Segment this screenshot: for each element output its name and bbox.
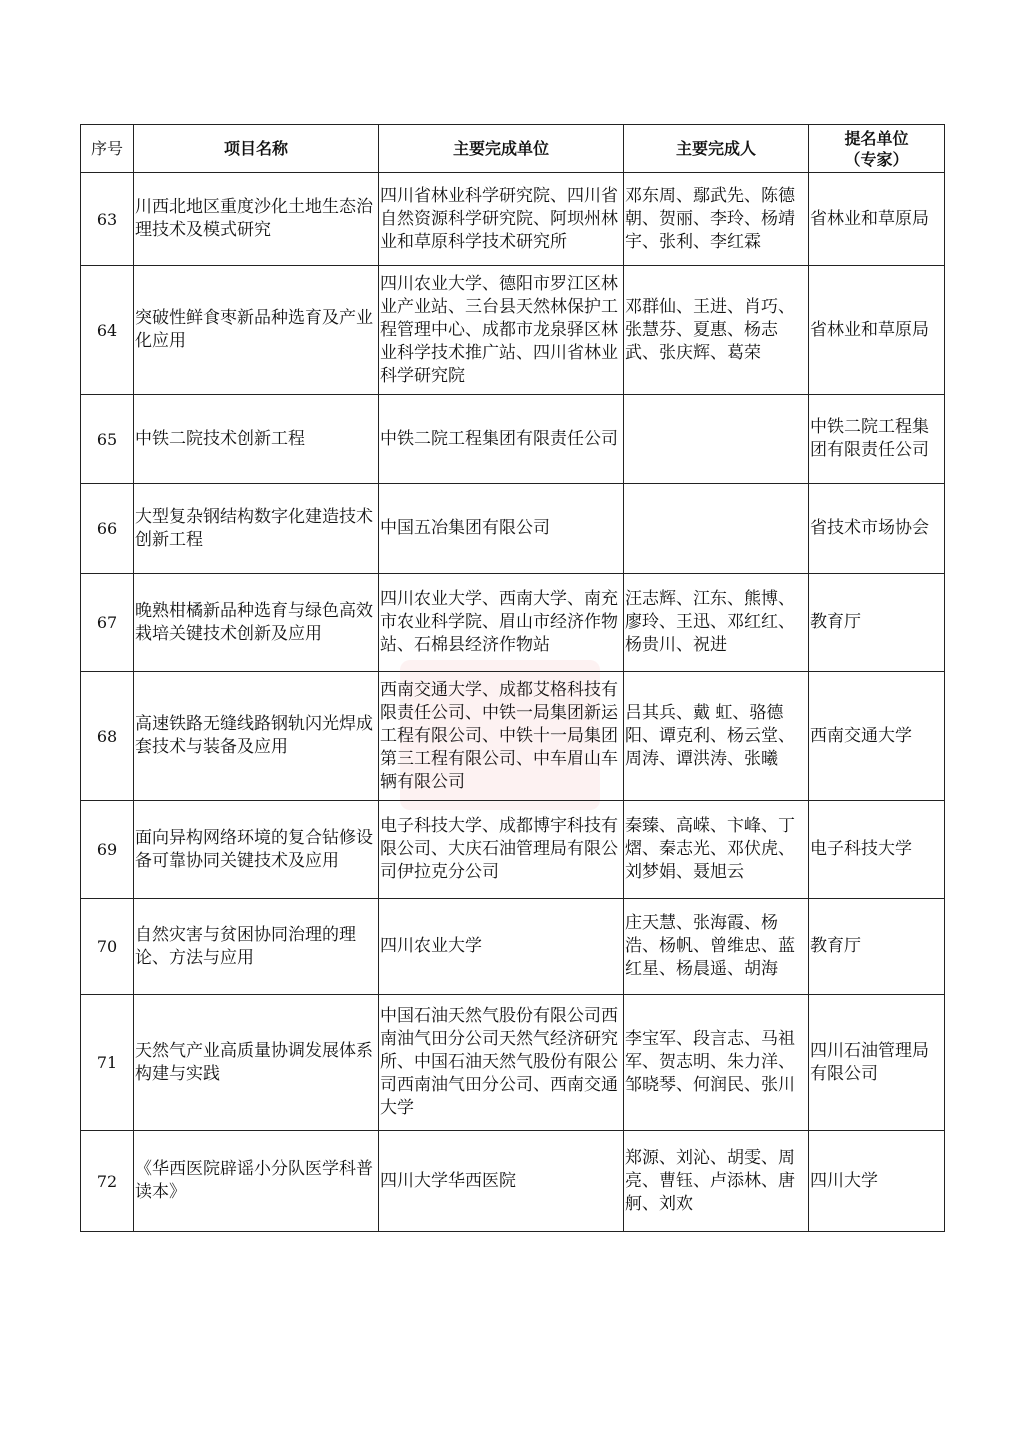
cell-people [624, 395, 809, 484]
cell-units: 四川省林业科学研究院、四川省自然资源科学研究院、阿坝州林业和草原科学技术研究所 [379, 173, 624, 266]
award-table [80, 124, 945, 1232]
table-row [81, 672, 945, 801]
cell-seq: 68 [81, 672, 134, 801]
cell-seq: 72 [81, 1131, 134, 1232]
cell-units: 四川农业大学、西南大学、南充市农业科学院、眉山市经济作物站、石棉县经济作物站 [379, 574, 624, 672]
cell-units: 四川大学华西医院 [379, 1131, 624, 1232]
cell-project: 中铁二院技术创新工程 [134, 395, 379, 484]
cell-seq: 64 [81, 266, 134, 395]
cell-units: 中国石油天然气股份有限公司西南油气田分公司天然气经济研究所、中国石油天然气股份有限公司西南油气田分公司、西南交通大学 [379, 995, 624, 1131]
table-row [81, 1131, 945, 1232]
table-row [81, 484, 945, 574]
cell-nominator: 省林业和草原局 [809, 266, 945, 395]
header-seq: 序号 [81, 125, 134, 173]
cell-seq: 63 [81, 173, 134, 266]
cell-nominator: 中铁二院工程集团有限责任公司 [809, 395, 945, 484]
cell-project: 晚熟柑橘新品种选育与绿色高效栽培关键技术创新及应用 [134, 574, 379, 672]
header-units: 主要完成单位 [379, 125, 624, 173]
header-nominator [809, 125, 945, 173]
header-project: 项目名称 [134, 125, 379, 173]
cell-nominator: 四川大学 [809, 1131, 945, 1232]
cell-people: 邓群仙、王进、肖巧、张慧芬、夏惠、杨志武、张庆辉、葛荣 [624, 266, 809, 395]
cell-people: 李宝军、段言志、马祖军、贺志明、朱力洋、邹晓琴、何润民、张川 [624, 995, 809, 1131]
cell-seq: 66 [81, 484, 134, 574]
cell-seq: 70 [81, 899, 134, 995]
cell-seq: 69 [81, 801, 134, 899]
cell-nominator: 电子科技大学 [809, 801, 945, 899]
cell-project: 高速铁路无缝线路钢轨闪光焊成套技术与装备及应用 [134, 672, 379, 801]
cell-seq: 67 [81, 574, 134, 672]
header-nominator-line2: （专家） [844, 149, 909, 169]
cell-people: 邓东周、鄢武先、陈德朝、贺丽、李玲、杨靖宇、张利、李红霖 [624, 173, 809, 266]
table-header-row [81, 125, 945, 173]
cell-nominator: 教育厅 [809, 574, 945, 672]
cell-project: 大型复杂钢结构数字化建造技术创新工程 [134, 484, 379, 574]
table-row [81, 266, 945, 395]
cell-people: 汪志辉、江东、熊博、廖玲、王迅、邓红红、杨贵川、祝进 [624, 574, 809, 672]
table-row [81, 574, 945, 672]
cell-people: 秦臻、高嵘、卞峰、丁熠、秦志光、邓伏虎、刘梦娟、聂旭云 [624, 801, 809, 899]
cell-people: 吕其兵、戴 虹、骆德阳、谭克利、杨云堂、周涛、谭洪涛、张曦 [624, 672, 809, 801]
cell-project: 川西北地区重度沙化土地生态治理技术及模式研究 [134, 173, 379, 266]
cell-project: 《华西医院辟谣小分队医学科普读本》 [134, 1131, 379, 1232]
cell-people [624, 484, 809, 574]
cell-units: 四川农业大学、德阳市罗江区林业产业站、三台县天然林保护工程管理中心、成都市龙泉驿区林业科学技术推广站、四川省林业科学研究院 [379, 266, 624, 395]
cell-people: 郑源、刘沁、胡雯、周亮、曹钰、卢添林、唐舸、刘欢 [624, 1131, 809, 1232]
table-row [81, 395, 945, 484]
table-row [81, 173, 945, 266]
cell-seq: 65 [81, 395, 134, 484]
cell-nominator: 省林业和草原局 [809, 173, 945, 266]
cell-units: 中铁二院工程集团有限责任公司 [379, 395, 624, 484]
table-row [81, 995, 945, 1131]
cell-units: 中国五冶集团有限公司 [379, 484, 624, 574]
cell-project: 面向异构网络环境的复合钻修设备可靠协同关键技术及应用 [134, 801, 379, 899]
cell-nominator: 省技术市场协会 [809, 484, 945, 574]
cell-project: 自然灾害与贫困协同治理的理论、方法与应用 [134, 899, 379, 995]
cell-project: 突破性鲜食枣新品种选育及产业化应用 [134, 266, 379, 395]
cell-nominator: 四川石油管理局有限公司 [809, 995, 945, 1131]
table-row [81, 801, 945, 899]
header-people: 主要完成人 [624, 125, 809, 173]
cell-units: 西南交通大学、成都艾格科技有限责任公司、中铁一局集团新运工程有限公司、中铁十一局集团第三工程有限公司、中车眉山车辆有限公司 [379, 672, 624, 801]
cell-nominator: 西南交通大学 [809, 672, 945, 801]
cell-seq: 71 [81, 995, 134, 1131]
cell-nominator: 教育厅 [809, 899, 945, 995]
table-row [81, 899, 945, 995]
cell-people: 庄天慧、张海霞、杨浩、杨帆、曾维忠、蓝红星、杨晨遥、胡海 [624, 899, 809, 995]
header-nominator-line1: 提名单位 [844, 128, 909, 148]
cell-units: 四川农业大学 [379, 899, 624, 995]
cell-project: 天然气产业高质量协调发展体系构建与实践 [134, 995, 379, 1131]
cell-units: 电子科技大学、成都博宇科技有限公司、大庆石油管理局有限公司伊拉克分公司 [379, 801, 624, 899]
